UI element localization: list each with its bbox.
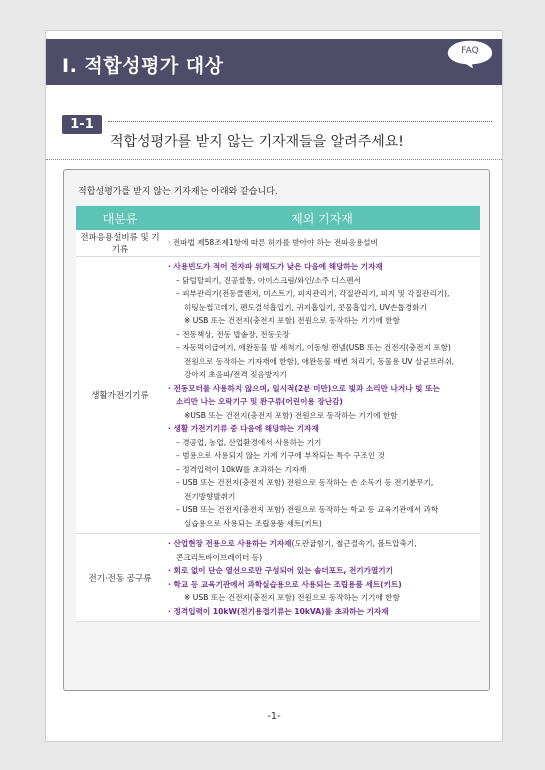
faq-label: FAQ (461, 46, 479, 56)
answer-box (63, 169, 490, 691)
list-item: 전기방향발취기 (184, 491, 236, 501)
list-item: – 피부관리기(전동클렌저, 미스트기, 피지관리기, 각질관리기, 피지 및 각질관리기), (176, 289, 450, 298)
list-item: · 사용빈도가 적어 전자파 위해도가 낮은 다음에 해당하는 기자재 (168, 262, 383, 271)
list-item-emphasis: · 산업현장 전용으로 사용하는 기자재 (168, 539, 292, 548)
list-item: · 회로 없이 단순 열선으로만 구성되어 있는 솔더포트, 전기가열기기 (168, 566, 393, 575)
table-row (76, 257, 480, 534)
section-divider (108, 121, 492, 122)
list-item: 소리만 나는 오락기구 및 완구류(어린이용 장난감) (176, 397, 343, 406)
chapter-header (46, 39, 502, 85)
list-item: – 닭털탈피기, 진공쌀통, 아이스크림/와인/소주 디스펜서 (176, 275, 361, 285)
list-note: ※ USB 또는 건전지(충전지 포함) 전원으로 동작하는 기기에 한함 (184, 316, 400, 325)
column-header-category: 대분류 (76, 206, 164, 230)
list-item: 전원으로 동작하는 기자재에 한함), 애완동물 배변 처리기, 동물용 UV 살균브러쉬, (184, 356, 455, 366)
list-item: – 경공업, 농업, 산업환경에서 사용하는 기기 (176, 437, 322, 447)
list-item: 콘크리트바이브레이터 등) (176, 552, 263, 562)
list-item: · 정격입력이 10kW(전기용접기류는 10kVA)를 초과하는 기자재 (168, 606, 389, 616)
list-note: ※USB 또는 건전지(충전지 포함) 전원으로 동작하는 기기에 한함 (184, 410, 398, 420)
table-header-row (76, 206, 480, 230)
table-row (76, 534, 480, 622)
list-item: – USB 또는 건전지(충전지 포함) 전원으로 동작하는 손 소독기 등 전기분무기, (176, 478, 434, 487)
faq-speech-bubble-icon (444, 37, 496, 71)
section-question: 적합성평가를 받지 않는 기자재들을 알려주세요! (110, 134, 404, 150)
row-content (164, 257, 480, 534)
row-category: 전파응용설비류 및 기기류 (76, 230, 164, 257)
list-note: ※ USB 또는 건전지(충전지 포함) 전원으로 동작하는 기기에 한함 (184, 593, 400, 602)
column-header-excluded: 제외 기자재 (164, 206, 480, 230)
section-number-badge: 1-1 (62, 115, 102, 134)
list-item: 실습용으로 사용되는 조립용품 세트(키트) (184, 518, 322, 528)
list-item: – 자동먹이급여기, 애완동물 발 세척기, 이동형 캔넬(USB 또는 건전지(충전지 포함) (176, 343, 451, 352)
row-content (164, 230, 480, 257)
list-item: 강아지 초음파/전격 짖음방지기 (184, 370, 287, 379)
row-category: 전기·전동 공구류 (76, 534, 164, 622)
list-item: – USB 또는 건전지(충전지 포함) 전원으로 동작하는 학교 등 교육기관에서 과학 (176, 505, 439, 514)
list-item-detail: (도관굽힘기, 철근결속기, 볼트압축기, (291, 539, 417, 548)
page-number: -1- (267, 711, 281, 722)
document-page (45, 30, 503, 742)
table-row (76, 230, 480, 257)
list-item: – 전동책상, 전동 밥솥장, 전동옷장 (176, 329, 290, 339)
row-category: 생활가전기기류 (76, 257, 164, 534)
list-item: · 전동모터를 사용하지 않으며, 일시적(2분 미만)으로 빛과 소리만 나거나 빛 또는 (168, 383, 440, 393)
answer-intro: 적합성평가를 받지 않는 기자재는 아래와 같습니다. (78, 187, 278, 197)
exclusion-table (76, 206, 480, 622)
row-text: · 전파법 제58조제1항에 따른 허가를 받아야 하는 전파응용설비 (168, 238, 378, 248)
list-item: · 생활 가전기기류 중 다음에 해당하는 기자재 (168, 424, 319, 433)
list-item: – 범용으로 사용되지 않는 기계 기구에 부착되는 특수 구조인 것 (176, 451, 385, 460)
list-item: · 학교 등 교육기관에서 과학실습용으로 사용되는 조립용품 세트(키트) (168, 579, 402, 589)
list-item (168, 537, 476, 551)
list-item: – 정격입력이 10kW를 초과하는 기자재 (176, 464, 307, 474)
section-bottom-divider (46, 159, 502, 160)
row-content (164, 534, 480, 622)
chapter-title: I. 적합성평가 대상 (62, 55, 224, 77)
list-item: 히팅눈썹고데기, 펜도결석흡입기, 귀지흡입기, 콧물흡입기, UV손톱경화기 (184, 302, 427, 312)
